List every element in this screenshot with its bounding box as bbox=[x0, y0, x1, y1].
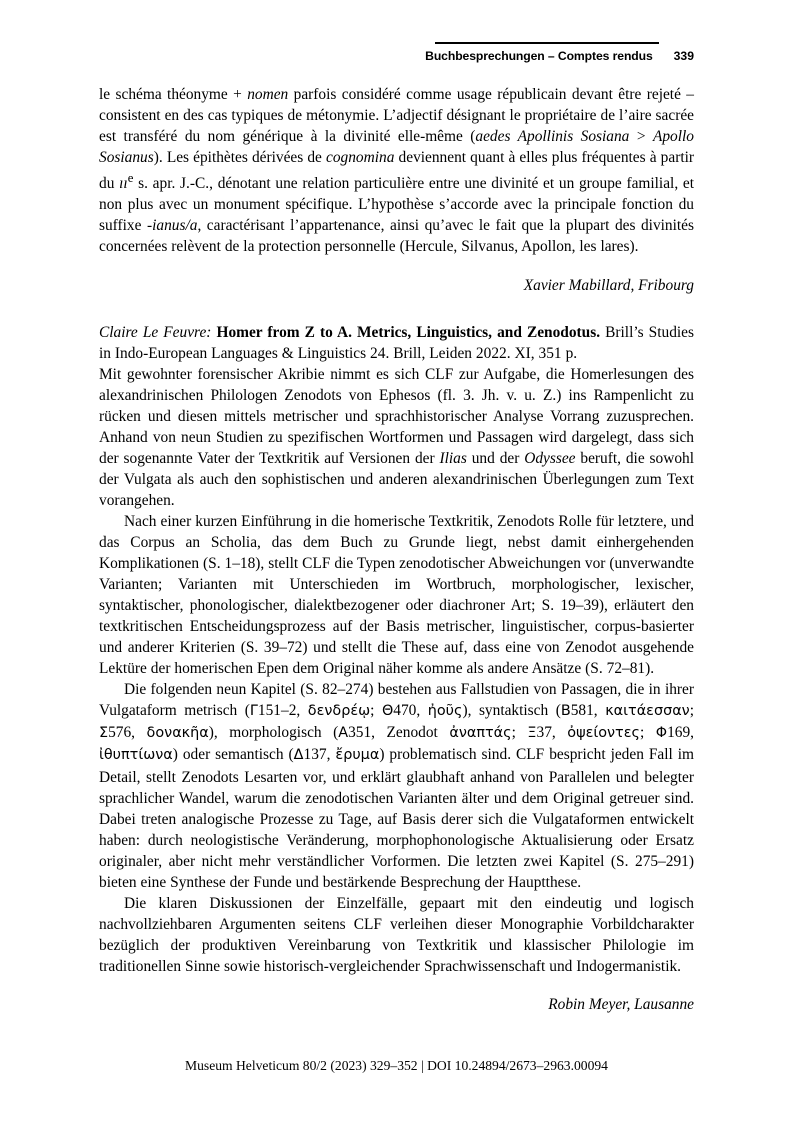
running-title: Buchbesprechungen – Comptes rendus bbox=[425, 49, 653, 63]
spacer bbox=[99, 296, 694, 322]
page-number: 339 bbox=[673, 49, 694, 63]
header-rule bbox=[435, 42, 659, 44]
spacer bbox=[99, 977, 694, 994]
review-paragraph: Die klaren Diskussionen der Einzelfälle, gepaart mit den eindeutig und logisch nachvollziehbaren Argumenten seitens CLF verleihen dieser Monographie Vorbildcharakter bezüglich der produktiven Vereinbarung von Textkritik und klassischer Philologie im traditionellen Sinne sowie historisch-vergleichender Sprachwissenschaft und Indogermanistik. bbox=[99, 894, 694, 975]
spacer bbox=[99, 258, 694, 275]
review-paragraph: Nach einer kurzen Einführung in die homerische Textkritik, Zenodots Rolle für letztere, und das Corpus an Scholia, das dem Buch zu Grunde liegt, nebst damit einhergehenden Komplikationen (S. 1–18), stellt CLF die Typen zenodotischer Abweichungen vor (unverwandte Varianten; Varianten mit Unterschieden im Wortbruch, morphologischer, lexischer, syntaktischer, phonologischer, dialektbezogener oder diachroner Art; S. 19–39), erläutert den textkritischen Entscheidungsprozess auf der Basis metrischer, linguistischer, corpus-basierter und anderer Kriterien (S. 39–72) und stellt die These auf, dass eine von Zenodot ausgehende Lektüre der homerischen Epen dem Original näher komme als andere Ansätze (S. 72–81). bbox=[99, 512, 694, 678]
review-heading-lefeuvre: Claire Le Feuvre: Homer from Z to A. Metrics, Linguistics, and Zenodotus. Brill’s Studies in Indo-European Languages & Linguistics 24. Brill, Leiden 2022. XI, 351 p. bbox=[99, 323, 694, 362]
review-signature-mabillard: Xavier Mabillard, Fribourg bbox=[523, 276, 694, 294]
text-column bbox=[99, 84, 694, 1015]
footer-citation: Museum Helveticum 80/2 (2023) 329–352 | DOI 10.24894/2673–2963.00094 bbox=[185, 1058, 608, 1073]
review-signature-lefeuvre: Robin Meyer, Lausanne bbox=[548, 996, 694, 1013]
review-paragraph: Mit gewohnter forensischer Akribie nimmt es sich CLF zur Aufgabe, die Homerlesungen des alexandrinischen Philologen Zenodots von Ephesos (fl. 3. Jh. v. u. Z.) ins Rampenlicht zu rücken und diesen mittels metrischer und sprachhistorischer Analyse Vorrang zuzusprechen. Anhand von neun Studien zu spezifischen Wortformen und Passagen wird dargelegt, dass sich der sogenannte Vater der Textkritik auf Versionen der Ilias und der Odyssee beruft, die sowohl der Vulgata als auch den sophistischen und anderen alexandrinischen Überlegungen zum Text vorangehen. bbox=[99, 365, 694, 509]
running-head bbox=[99, 42, 694, 63]
review-body-mabillard: le schéma théonyme + nomen parfois considéré comme usage républicain devant être rejeté – consistent en des cas typiques de métonymie. L’adjectif désignant le propriétaire de l’aire sacrée est transféré du nom générique à la divinité elle-même (aedes Apollinis Sosiana > Apollo Sosianus). Les épithètes dérivées de cognomina deviennent quant à elles plus fréquentes à partir du $ıı^e$ s. apr. J.-C., dénotant une relation particulière entre une divinité et un groupe familial, et non plus avec un monument spécifique. L’hypothèse s’accorde avec la principale fonction du suffixe -ianus/a, caractérisant l’appartenance, ainsi qu’avec le fait que la plupart des divinités concernées relèvent de la protection personnelle (Hercule, Silvanus, Apollon, les lares). bbox=[99, 86, 695, 256]
review-paragraph: Die folgenden neun Kapitel (S. 82–274) bestehen aus Fallstudien von Passagen, die in ihrer Vulgataform metrisch (Γ151–2, δενδρέῳ; Θ470, ἠοῦς), syntaktisch (Β581, καιτάεσσαν; Σ576, δονακῆα), morphologisch (Α351, Zenodot ἀναπτάς; Ξ37, ὀψείοντες; Φ169, ἰθυπτίωνα) oder semantisch (Δ137, ἔρυμα) problematisch sind. CLF bespricht jeden Fall im Detail, stellt Zenodots Lesarten vor, und erklärt glaubhaft anhand von Parallelen und belegter sprachlicher Wandel, warum die zenodotischen Varianten älter und dem Original getreuer sind. Dabei treten analogische Prozesse zu Tage, auf Basis derer sich die Vulgataformen entwickelt haben: durch neologistische Veränderung, morphophonologische Aktualisierung oder Ersatz originaler, aber nicht mehr verständlicher Vorformen. Die letzten zwei Kapitel (S. 275–291) bieten eine Synthese der Funde und bestärkende Besprechung der Hauptthese. bbox=[99, 681, 695, 891]
header-text-block bbox=[425, 42, 694, 63]
